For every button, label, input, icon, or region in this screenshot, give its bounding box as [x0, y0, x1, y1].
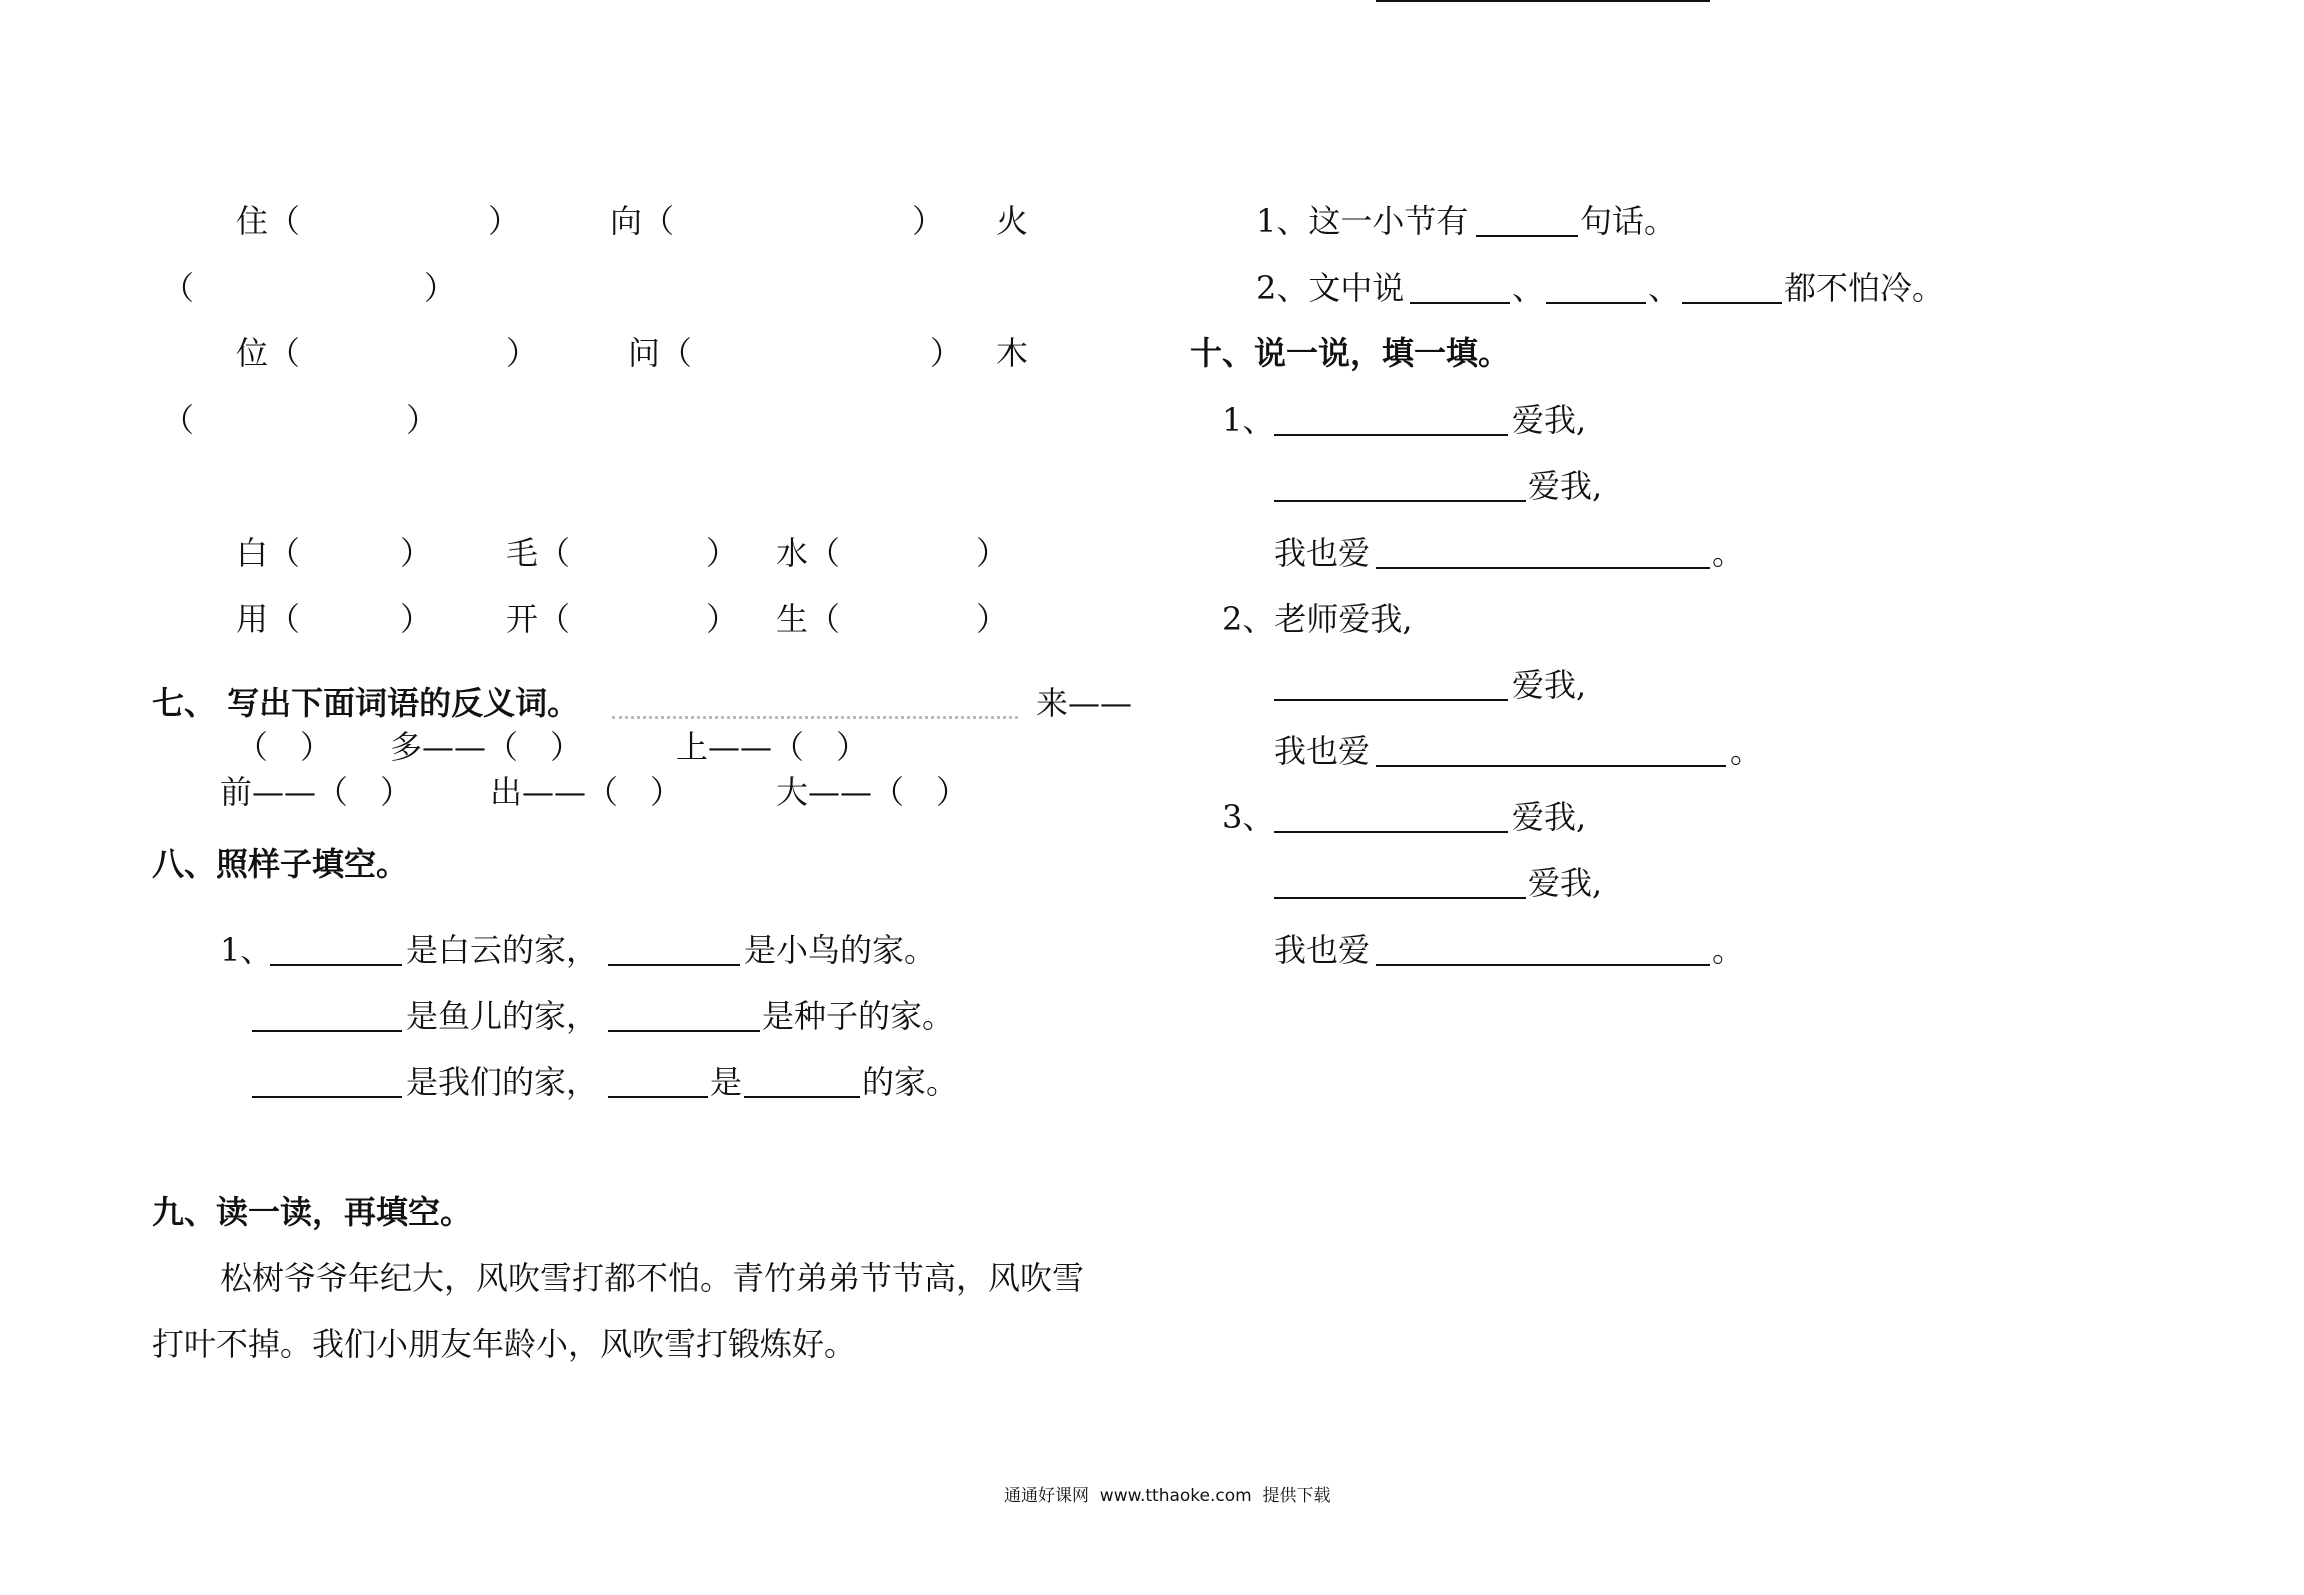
paren-open: （: [162, 269, 195, 307]
wo-ye-ai-text: 我也爱: [1274, 732, 1371, 770]
antonym-lai: 来——: [1036, 684, 1133, 722]
antonym-chu: 出——（ ）: [490, 773, 683, 811]
answer-blank[interactable]: [1376, 567, 1710, 569]
paren-close: ）: [976, 534, 1009, 572]
answer-blank[interactable]: [1376, 765, 1726, 767]
char-yong: 用（: [236, 600, 301, 638]
line1-part-b: 是小鸟的家。: [744, 931, 937, 969]
answer-blank[interactable]: [1682, 302, 1782, 304]
answer-blank[interactable]: [608, 964, 740, 966]
line3-part-b: 是: [710, 1063, 743, 1101]
paren-close: ）: [976, 600, 1009, 638]
paren-open: （: [162, 401, 195, 439]
section8-title: 八、照样子填空。: [152, 845, 409, 883]
paren-close: ）: [424, 269, 457, 307]
antonym-qian: 前——（ ）: [220, 773, 413, 811]
char-bai: 白（: [236, 534, 301, 572]
ai-wo-text: 爱我,: [1512, 401, 1587, 439]
answer-blank[interactable]: [1376, 964, 1710, 966]
separator: 、: [1648, 269, 1681, 307]
answer-blank[interactable]: [1410, 302, 1510, 304]
wo-ye-ai-text: 我也爱: [1274, 534, 1371, 572]
ai-wo-text: 爱我,: [1528, 467, 1603, 505]
char-kai: 开（: [506, 600, 571, 638]
paren-close: ）: [488, 202, 521, 240]
answer-blank[interactable]: [744, 1096, 860, 1098]
char-sheng: 生（: [776, 600, 841, 638]
section10-title: 十、说一说，填一填。: [1190, 334, 1511, 372]
section7-title: 七、 写出下面词语的反义词。: [152, 684, 580, 722]
char-mu: 木: [996, 334, 1029, 372]
paren-close: ）: [930, 334, 963, 372]
passage-line-2: 打叶不掉。我们小朋友年龄小，风吹雪打锻炼好。: [152, 1325, 857, 1363]
answer-blank[interactable]: [270, 964, 402, 966]
char-huo: 火: [996, 202, 1029, 240]
paren-close: ）: [706, 534, 739, 572]
paren-close: ）: [400, 534, 433, 572]
line2-part-b: 是种子的家。: [762, 997, 955, 1035]
char-zhu: 住（: [236, 202, 301, 240]
answer-blank[interactable]: [252, 1030, 402, 1032]
question-2: 2、文中说: [1256, 269, 1405, 307]
char-shui: 水（: [776, 534, 841, 572]
ai-wo-text: 爱我,: [1512, 798, 1587, 836]
item-number: 1、: [1222, 401, 1275, 439]
line3-part-c: 的家。: [862, 1063, 959, 1101]
wo-ye-ai-text: 我也爱: [1274, 931, 1371, 969]
line1-part-a: 是白云的家，: [406, 931, 599, 969]
char-wei: 位（: [236, 334, 301, 372]
section9-title: 九、读一读，再填空。: [152, 1193, 473, 1231]
ai-wo-text: 爱我,: [1528, 864, 1603, 902]
char-mao: 毛（: [506, 534, 571, 572]
answer-blank[interactable]: [608, 1096, 708, 1098]
antonym-da: 大——（ ）: [776, 773, 969, 811]
answer-blank[interactable]: [1476, 235, 1578, 237]
char-xiang: 向（: [610, 202, 675, 240]
period: 。: [1712, 534, 1745, 572]
antonym-lai-blank: （ ）: [236, 728, 333, 766]
separator: 、: [1512, 269, 1545, 307]
answer-blank[interactable]: [252, 1096, 402, 1098]
question-2-end: 都不怕冷。: [1784, 269, 1945, 307]
item-2-lead: 2、老师爱我,: [1222, 600, 1413, 638]
char-wen: 问（: [628, 334, 693, 372]
answer-blank[interactable]: [1274, 897, 1526, 899]
paren-close: ）: [912, 202, 945, 240]
answer-blank[interactable]: [1274, 500, 1526, 502]
ai-wo-text: 爱我,: [1512, 666, 1587, 704]
question-1: 1、这一小节有: [1256, 202, 1469, 240]
footer-credit: 通通好课网 www.tthaoke.com 提供下载: [1004, 1486, 1331, 1506]
dotted-leader: [612, 716, 1018, 719]
question-1-end: 句话。: [1580, 202, 1677, 240]
answer-blank[interactable]: [1274, 699, 1508, 701]
antonym-shang: 上——（ ）: [676, 728, 869, 766]
line2-part-a: 是鱼儿的家，: [406, 997, 599, 1035]
paren-close: ）: [406, 401, 439, 439]
line3-part-a: 是我们的家，: [406, 1063, 599, 1101]
item-number: 1、: [220, 931, 273, 969]
antonym-duo: 多——（ ）: [390, 728, 583, 766]
period: 。: [1730, 732, 1763, 770]
answer-blank[interactable]: [608, 1030, 760, 1032]
paren-close: ）: [706, 600, 739, 638]
paren-close: ）: [506, 334, 539, 372]
passage-line-1: 松树爷爷年纪大，风吹雪打都不怕。青竹弟弟节节高，风吹雪: [220, 1259, 1085, 1297]
answer-blank[interactable]: [1546, 302, 1646, 304]
answer-blank[interactable]: [1376, 0, 1710, 2]
item-number: 3、: [1222, 798, 1275, 836]
answer-blank[interactable]: [1274, 831, 1508, 833]
answer-blank[interactable]: [1274, 434, 1508, 436]
paren-close: ）: [400, 600, 433, 638]
period: 。: [1712, 931, 1745, 969]
